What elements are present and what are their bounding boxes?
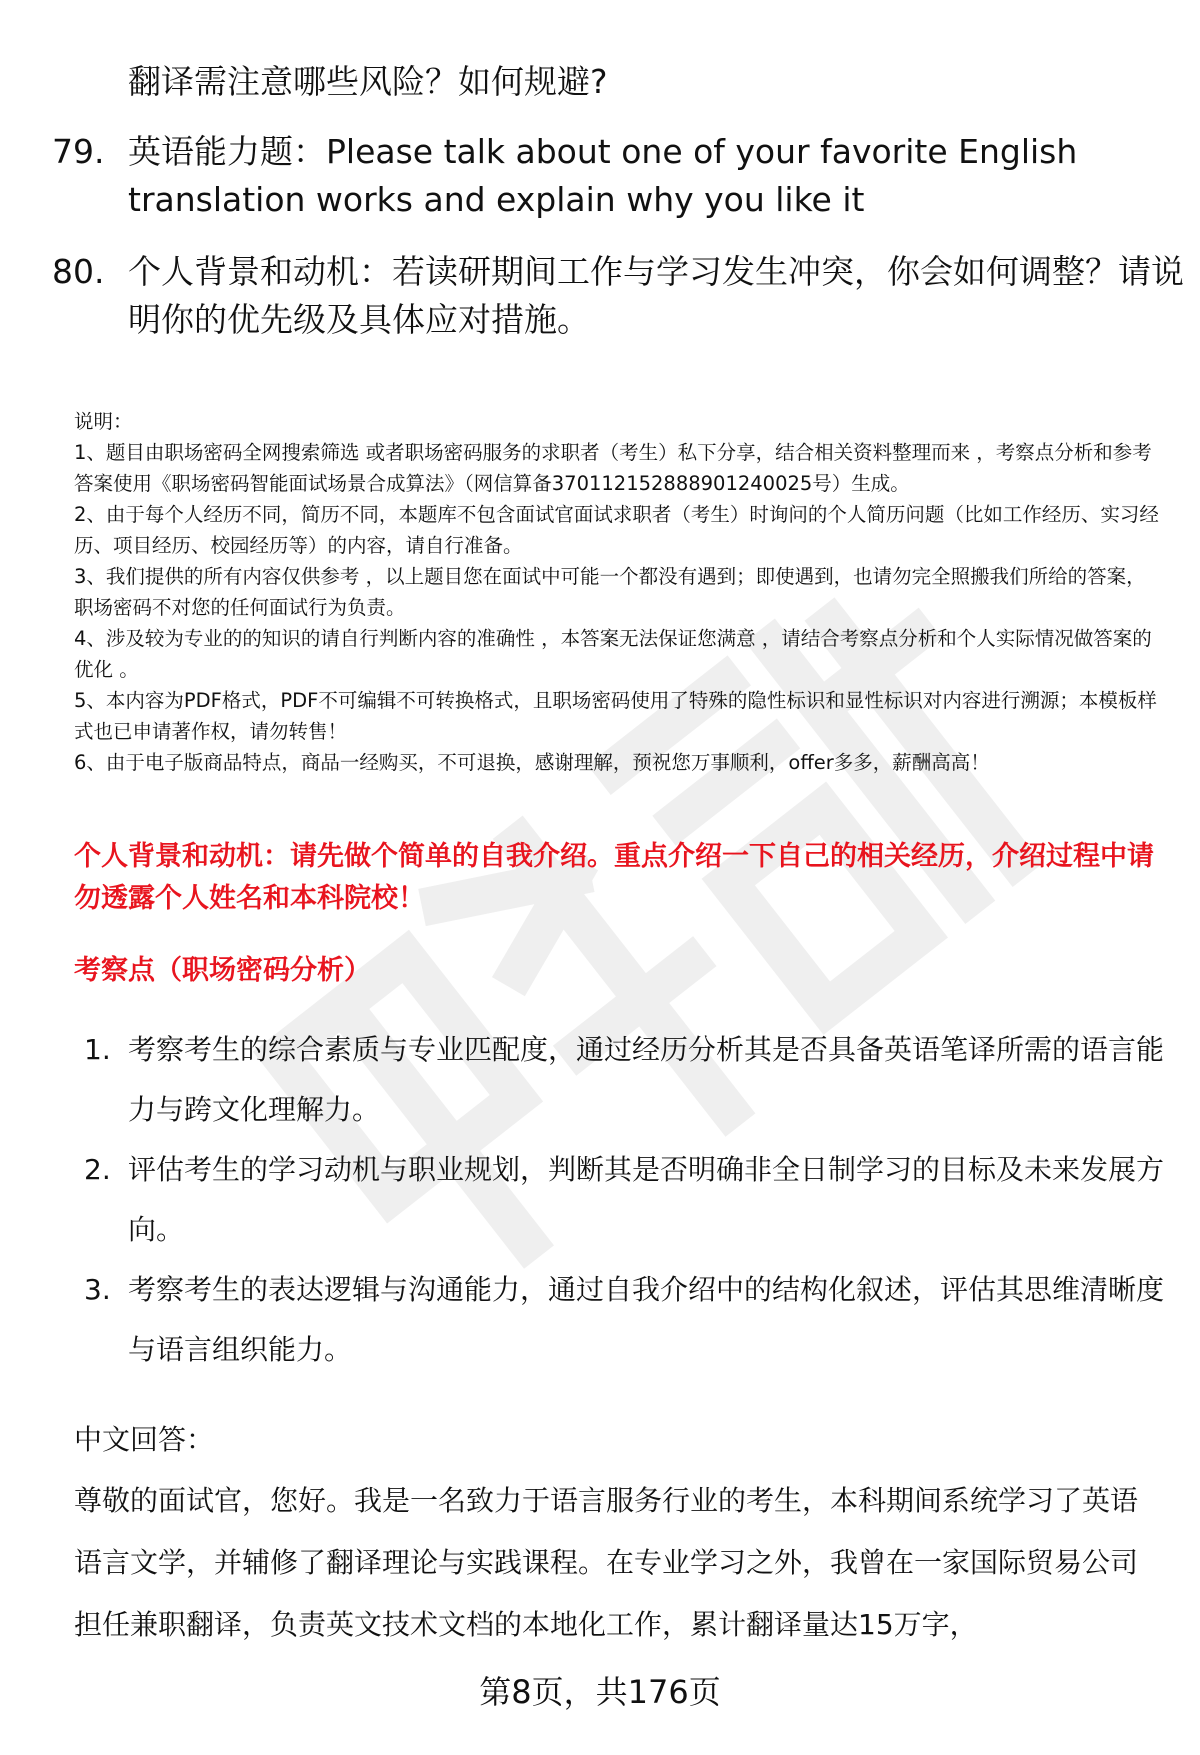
question-number: 79. [52,132,105,171]
page-footer: 第8页，共176页 [479,1673,721,1711]
analysis-point-text: 评估考生的学习动机与职业规划，判断其是否明确非全日制学习的目标及未来发展方向。 [128,1153,1165,1246]
question-text: 英语能力题：Please talk about one of your favorite English translation works and explain why you like it [128,132,1078,219]
analysis-point [84,1260,1164,1380]
analysis-point-number: 3. [84,1273,111,1306]
note-item: 5、本内容为PDF格式，PDF不可编辑不可转换格式，且职场密码使用了特殊的隐性标识和显性标识对内容进行溯源；本模板样式也已申请著作权，请勿转售！ [74,689,1157,743]
note-item: 1、题目由职场密码全网搜索筛选 或者职场密码服务的求职者（考生）私下分享，结合相关资料整理而来 ，考察点分析和参考答案使用《职场密码智能面试场景合成算法》（网信算备370112152888901240025号）生成。 [74,441,1152,495]
analysis-point-number: 2. [84,1153,111,1186]
note-item: 2、由于每个人经历不同，简历不同，本题库不包含面试官面试求职者（考生）时询问的个人简历问题（比如工作经历、实习经历、项目经历、校园经历等）的内容，请自行准备。 [74,503,1159,557]
analysis-points [84,1020,1164,1380]
notes-section [74,406,1164,778]
note-item: 4、涉及较为专业的的知识的请自行判断内容的准确性 ，本答案无法保证您满意 ，请结合考察点分析和个人实际情况做答案的优化 。 [74,627,1152,681]
note-item: 3、我们提供的所有内容仅供参考 ，以上题目您在面试中可能一个都没有遇到；即使遇到，也请勿完全照搬我们所给的答案，职场密码不对您的任何面试行为负责。 [74,565,1146,619]
question-text: 个人背景和动机：若读研期间工作与学习发生冲突，你会如何调整？请说明你的优先级及具体应对措施。 [128,252,1184,339]
notes-title: 说明： [74,410,133,433]
note-item: 6、由于电子版商品特点，商品一经购买，不可退换，感谢理解，预祝您万事顺利，offer多多，薪酬高高！ [74,751,990,774]
analysis-point [84,1020,1164,1140]
analysis-point-text: 考察考生的表达逻辑与沟通能力，通过自我介绍中的结构化叙述，评估其思维清晰度与语言组织能力。 [128,1273,1165,1366]
analysis-point-text: 考察考生的综合素质与专业匹配度，通过经历分析其是否具备英语笔译所需的语言能力与跨文化理解力。 [128,1033,1165,1126]
analysis-point-number: 1. [84,1033,111,1066]
question-continuation: 翻译需注意哪些风险？如何规避? [128,62,608,101]
answer-label: 中文回答： [74,1423,215,1456]
analysis-heading: 考察点（职场密码分析） [74,955,371,986]
answer-text: 尊敬的面试官，您好。我是一名致力于语言服务行业的考生，本科期间系统学习了英语语言文学，并辅修了翻译理论与实践课程。在专业学习之外，我曾在一家国际贸易公司担任兼职翻译，负责英文技术文档的本地化工作，累计翻译量达15万字， [74,1484,1139,1641]
question-number: 80. [52,252,105,291]
featured-question: 个人背景和动机：请先做个简单的自我介绍。重点介绍一下自己的相关经历，介绍过程中请勿透露个人姓名和本科院校！ [74,841,1154,914]
analysis-point [84,1140,1164,1260]
